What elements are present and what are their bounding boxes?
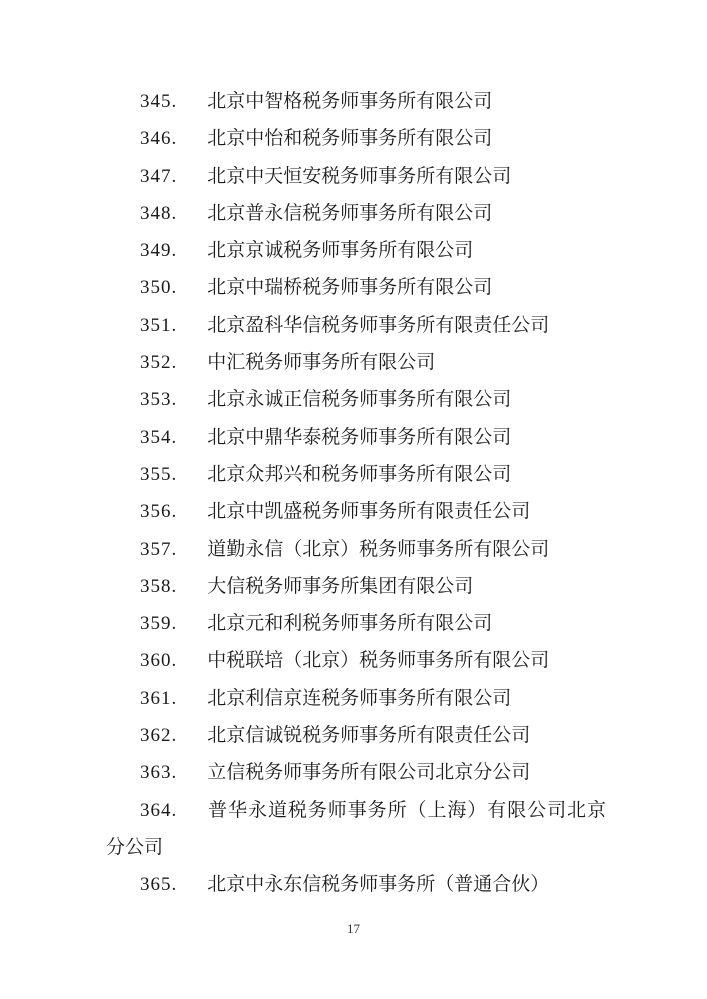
item-number: 365. bbox=[140, 874, 178, 896]
page-number: 17 bbox=[347, 921, 360, 936]
item-number: 352. bbox=[140, 352, 178, 374]
item-number: 345. bbox=[140, 91, 178, 112]
item-number: 360. bbox=[140, 650, 178, 672]
list-item bbox=[106, 493, 606, 530]
list-item bbox=[106, 381, 606, 418]
company-name: 北京中凯盛税务师事务所有限责任公司 bbox=[207, 501, 531, 523]
item-number: 353. bbox=[140, 389, 178, 411]
item-number: 357. bbox=[140, 538, 178, 560]
item-number: 358. bbox=[140, 575, 178, 597]
company-name: 北京中怡和税务师事务所有限公司 bbox=[207, 128, 493, 150]
list-item bbox=[106, 680, 606, 717]
item-number: 361. bbox=[140, 687, 178, 709]
list-item bbox=[106, 158, 606, 195]
company-name: 北京中鼎华泰税务师事务所有限公司 bbox=[207, 426, 512, 448]
company-name: 大信税务师事务所集团有限公司 bbox=[207, 575, 474, 597]
company-name: 北京永诚正信税务师事务所有限公司 bbox=[207, 389, 512, 411]
item-number: 356. bbox=[140, 501, 178, 523]
list-item bbox=[106, 307, 606, 344]
list-item bbox=[106, 642, 606, 679]
list-item bbox=[106, 83, 606, 120]
item-number: 355. bbox=[140, 463, 178, 485]
list-item bbox=[106, 605, 606, 642]
company-name: 道勤永信（北京）税务师事务所有限公司 bbox=[207, 538, 550, 560]
company-name: 北京信诚锐税务师事务所有限责任公司 bbox=[207, 725, 531, 747]
list-item bbox=[106, 792, 606, 867]
list-item bbox=[106, 866, 606, 903]
list-item bbox=[106, 269, 606, 306]
item-number: 350. bbox=[140, 277, 178, 299]
list-item bbox=[106, 456, 606, 493]
list-item bbox=[106, 344, 606, 381]
company-list bbox=[106, 83, 606, 904]
company-name: 北京中智格税务师事务所有限公司 bbox=[207, 91, 493, 112]
company-name: 中汇税务师事务所有限公司 bbox=[207, 352, 436, 374]
list-item bbox=[106, 531, 606, 568]
list-item bbox=[106, 754, 606, 791]
item-number: 349. bbox=[140, 240, 178, 262]
item-number: 346. bbox=[140, 128, 178, 150]
item-number: 351. bbox=[140, 314, 178, 336]
list-item bbox=[106, 195, 606, 232]
company-name: 中税联培（北京）税务师事务所有限公司 bbox=[207, 650, 550, 672]
item-number: 347. bbox=[140, 165, 178, 187]
company-name: 北京盈科华信税务师事务所有限责任公司 bbox=[207, 314, 550, 336]
item-number: 363. bbox=[140, 762, 178, 784]
company-name: 普华永道税务师事务所（上海）有限公司北京分公司 bbox=[106, 799, 606, 858]
company-name: 北京普永信税务师事务所有限公司 bbox=[207, 202, 493, 224]
list-item bbox=[106, 232, 606, 269]
company-name: 北京众邦兴和税务师事务所有限公司 bbox=[207, 463, 512, 485]
company-name: 北京中永东信税务师事务所（普通合伙） bbox=[207, 874, 550, 896]
list-item bbox=[106, 568, 606, 605]
company-name: 北京元和利税务师事务所有限公司 bbox=[207, 613, 493, 635]
item-number: 359. bbox=[140, 613, 178, 635]
item-number: 348. bbox=[140, 202, 178, 224]
company-name: 北京利信京连税务师事务所有限公司 bbox=[207, 687, 512, 709]
list-item bbox=[106, 419, 606, 456]
list-item bbox=[106, 120, 606, 157]
item-number: 362. bbox=[140, 725, 178, 747]
company-name: 北京中天恒安税务师事务所有限公司 bbox=[207, 165, 512, 187]
company-name: 立信税务师事务所有限公司北京分公司 bbox=[207, 762, 531, 784]
item-number: 354. bbox=[140, 426, 178, 448]
company-name: 北京京诚税务师事务所有限公司 bbox=[207, 240, 474, 262]
company-name: 北京中瑞桥税务师事务所有限公司 bbox=[207, 277, 493, 299]
list-item bbox=[106, 717, 606, 754]
item-number: 364. bbox=[140, 799, 178, 821]
